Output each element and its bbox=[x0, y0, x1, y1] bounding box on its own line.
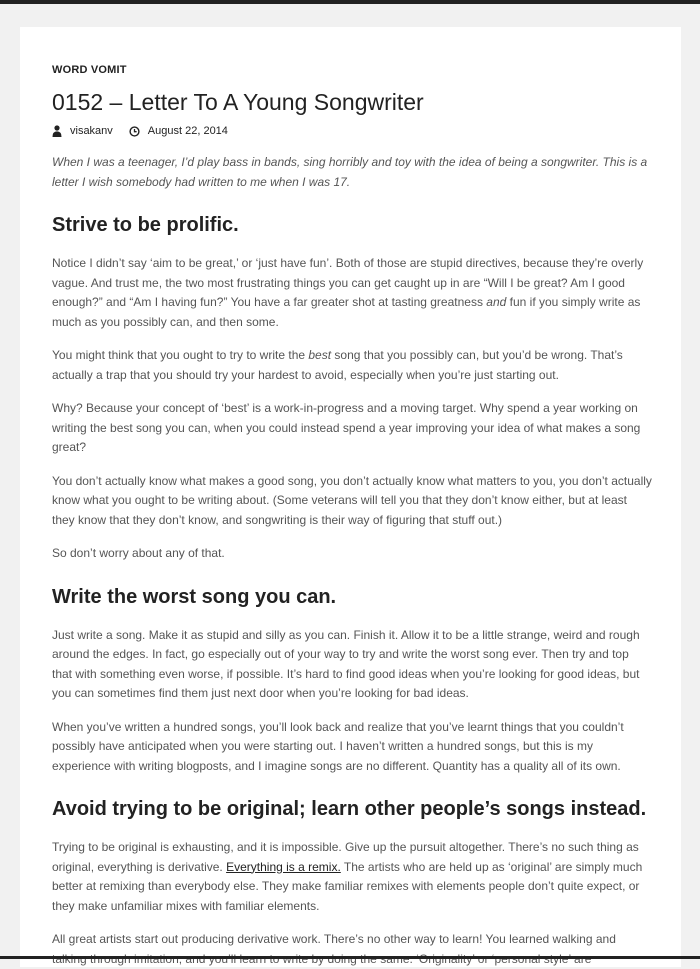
paragraph: Why? Because your concept of ‘best’ is a work-in-progress and a moving target. Why spend a year working on writing the best song you can, when you could instead spend a year improving your idea of what makes a song great? bbox=[52, 401, 641, 454]
post-card bbox=[20, 27, 681, 967]
post-category-link[interactable]: WORD VOMIT bbox=[52, 64, 127, 76]
paragraph: Just write a song. Make it as stupid and silly as you can. Finish it. Allow it to be a little strange, weird and rough around the edges. In fact, go especially out of your way to try and write the worst song ever. Then try and top that with something even worse, if possible. It’s hard to find good ideas when you’re looking for good ideas, but you can sometimes find them just next door when you’re looking for bad ideas. bbox=[52, 627, 640, 700]
paragraph: Trying to be original is exhausting, and it is impossible. Give up the pursuit altogether. There’s no such thing as original, everything is derivative. Everything is a remix. The artists who are held up as ‘original’ are simply much better at remixing than everybody else. They make familiar remixes with elements people don’t quite expect, or they make unfamiliar mixes with familiar elements. bbox=[52, 840, 643, 913]
post-author-link[interactable]: visakanv bbox=[70, 125, 113, 137]
heading-avoid-trying-to-be-original: Avoid trying to be original; learn other people’s songs instead. bbox=[52, 798, 647, 820]
paragraph: You might think that you ought to try to write the best song that you possibly can, but you’d be wrong. That’s actually a trap that you should try your hardest to avoid, especially when you’re just starting out. bbox=[52, 348, 623, 382]
post-content bbox=[52, 60, 652, 969]
post-intro: When I was a teenager, I’d play bass in bands, sing horribly and toy with the idea of being a songwriter. This is a letter I wish somebody had written to me when I was 17. bbox=[52, 155, 648, 189]
emphasis-text: best bbox=[308, 348, 332, 362]
heading-strive-to-be-prolific: Strive to be prolific. bbox=[52, 214, 239, 236]
clock-icon bbox=[129, 126, 140, 137]
everything-is-a-remix-link[interactable]: Everything is a remix. bbox=[226, 859, 341, 874]
post-title: 0152 – Letter To A Young Songwriter bbox=[52, 89, 424, 115]
top-bar bbox=[0, 0, 700, 4]
paragraph: Notice I didn’t say ‘aim to be great,’ or ‘just have fun’. Both of those are stupid directives, because they’re overly vague. And trust me, the two most frustrating things you can get caught up in are “Will I be great? Am I good enough?” and “Am I having fun?” You have a far greater shot at tasting greatness and fun if you simply write as much as you possibly can, and then some. bbox=[52, 256, 644, 329]
emphasis-text: and bbox=[486, 295, 507, 309]
post-meta bbox=[52, 124, 652, 138]
user-icon bbox=[52, 125, 62, 137]
paragraph: So don’t worry about any of that. bbox=[52, 546, 225, 560]
post-date-link[interactable]: August 22, 2014 bbox=[147, 125, 228, 137]
paragraph: You don’t actually know what makes a good song, you don’t actually know what matters to you, you don’t actually know what you ought to be writing about. (Some veterans will tell you that they don’t know either, but at least they know that they don’t know, and songwriting is their way of figuring that stuff out.) bbox=[52, 473, 652, 527]
paragraph: All great artists start out producing derivative work. There’s no other way to learn! You learned walking and bbox=[52, 932, 616, 946]
heading-write-the-worst-song: Write the worst song you can. bbox=[52, 585, 337, 608]
paragraph: When you’ve written a hundred songs, you’ll look back and realize that you’ve learnt things that you couldn’t possibly have anticipated when you were starting out. I haven’t written a hundred songs, but this is my experience with writing blogposts, and I imagine songs are no different. Quantity has a quality all of its own. bbox=[52, 719, 624, 773]
